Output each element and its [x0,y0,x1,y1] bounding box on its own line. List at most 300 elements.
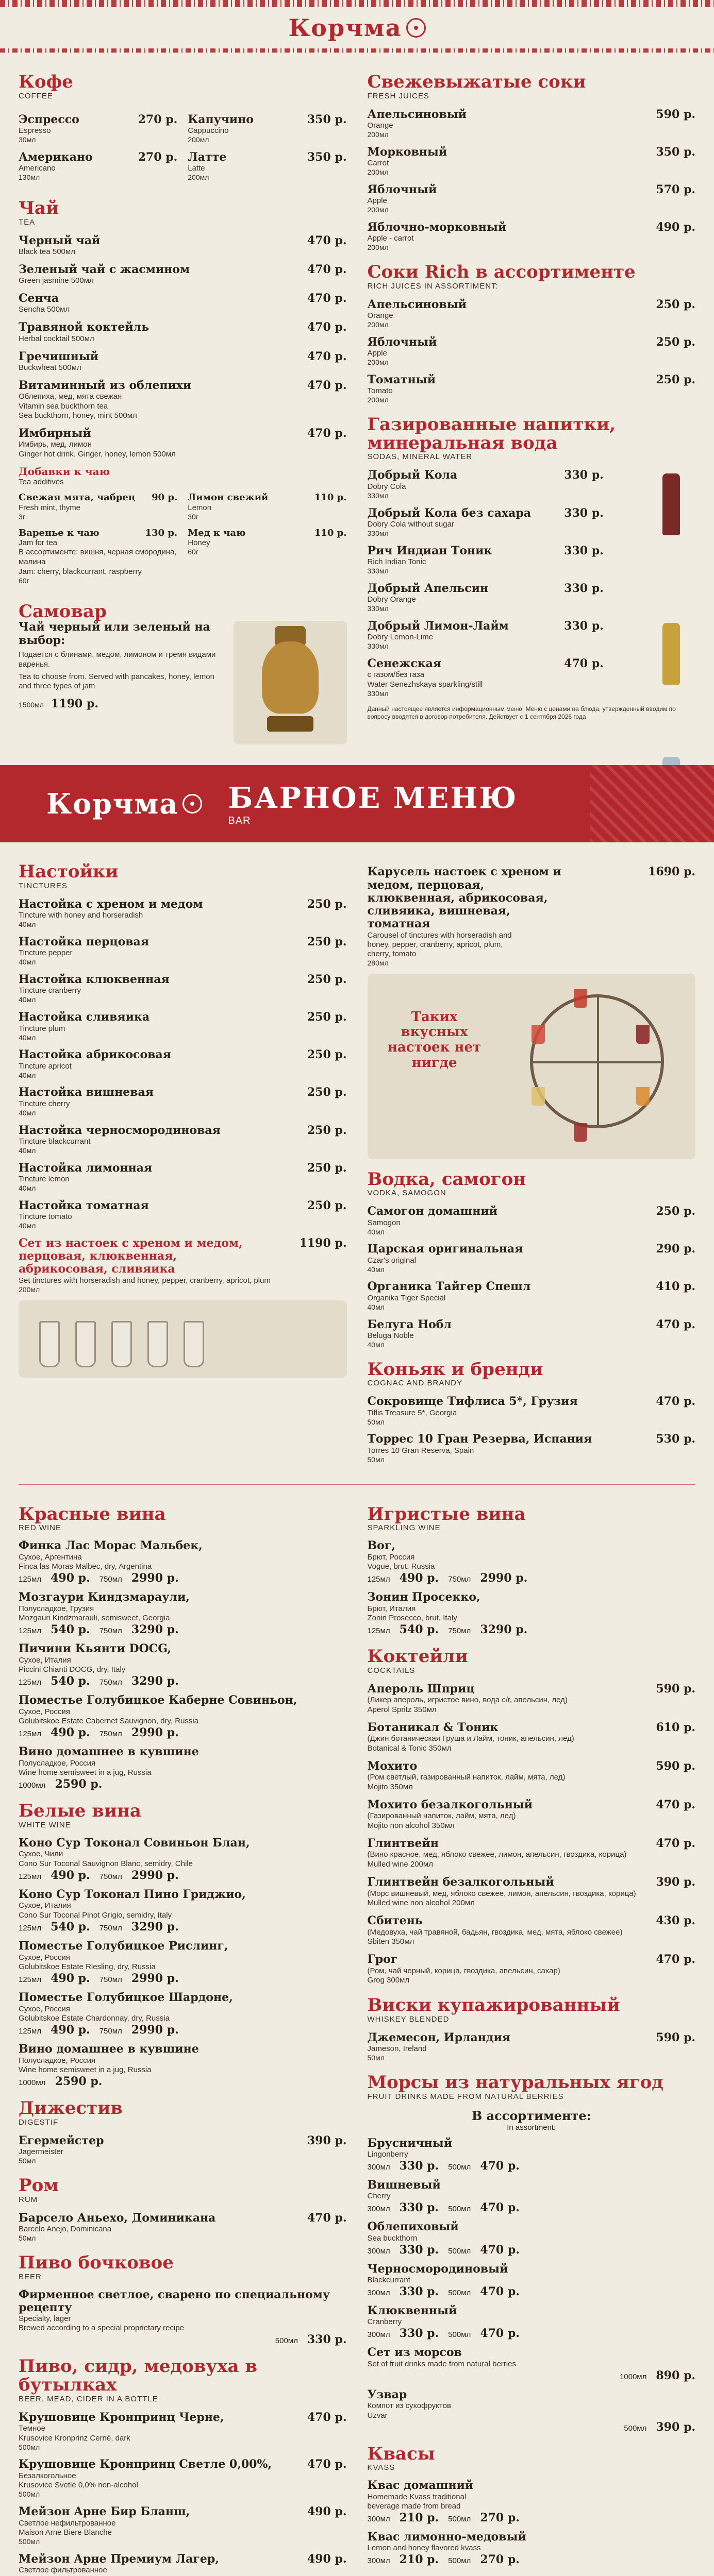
carousel-name: Карусель настоек с хреном и медом, перцовая, клюквенная, абрикосовая, сливяика, вишневая, томатная [367,865,561,931]
item-name: Глинтвейн [367,1837,439,1851]
item-price: 590 р. [656,1759,695,1773]
item-prices [19,1972,347,1985]
bottle-price: 2590 р. [55,1777,103,1791]
item-name: Яблочный [367,335,437,349]
menu-item [19,234,347,257]
wine-column [19,1494,347,2576]
item-name: Апельсиновый [367,297,467,311]
item-en: Herbal cocktail 500мл [19,334,94,343]
menu-item [19,492,177,521]
rich-list [368,298,696,404]
item-en: Dobry Lemon-Lime [367,633,434,642]
coffee-title: Кофе [19,72,73,92]
item-en: Mulled wine 200мл [367,1860,433,1869]
item-row [19,1124,347,1137]
whiskey-title: Виски купажированный [367,1995,620,2016]
set-en: Set tinctures with horseradish and honey, pepper, cranberry, apricot, plum [19,1276,271,1285]
bar-columns-2 [0,1485,714,2576]
volume-large: 500мл [448,2330,471,2340]
bottled-title: Пиво, сидр, медовуха в бутылках [19,2356,257,2395]
cocktails-title: Коктейли [367,1646,468,1667]
item-name: Настойка лимонная [19,1161,153,1175]
price-large: 470 р. [480,2285,520,2299]
item-name: Свежая мята, чабрец [19,492,136,503]
item-row [368,373,696,386]
item-en: Cono Sur Toconal Sauvignon Blanc, semidry, Chile [19,1859,193,1869]
item-en: Buckwheat 500мл [19,363,81,372]
item-prices [368,2201,696,2214]
item-name: Грог [367,1953,398,1967]
item-prices [368,2511,696,2524]
bottle-volume-label: 750мл [99,1730,122,1739]
item-row [19,2505,347,2518]
item-en: Water Senezhskaya sparkling/still [367,680,483,689]
menu-item [19,2411,347,2452]
item-prices [368,1623,696,1636]
glass-price: 540 р. [51,1920,90,1934]
glass-shape [39,1321,60,1367]
price-small: 330 р. [399,2327,439,2341]
item-price: 490 р. [656,220,695,234]
menu-item [368,1798,696,1831]
menu-item [188,528,346,556]
item-price: 470 р. [656,1837,695,1851]
item-volume: 40мл [19,1146,36,1155]
digestif-list [19,2134,347,2165]
menu-item [19,2211,347,2243]
item-name: Мохито безалкогольный [367,1798,533,1812]
tinctures-title: Настойки [19,861,119,883]
juices-list [368,108,696,252]
mors-set [368,2346,696,2382]
glass-price: 490 р. [399,1571,439,1585]
menu-item [368,1280,696,1311]
item-en: Sea buckthorn [367,2233,418,2243]
bottle-volume-label: 750мл [448,1575,471,1584]
item-volume: 40мл [367,1265,385,1274]
item-name: Барсело Аньехо, Доминикана [19,2211,216,2225]
item-price: 890 р. [656,2368,695,2382]
menu-item [368,2179,696,2214]
tea-title: Чай [19,197,59,218]
item-price: 330 р. [564,619,604,633]
item-volume: 40мл [19,958,36,967]
item-row [368,2031,696,2044]
item-name: Пичини Кьянти DOCG, [19,1642,171,1656]
item-volume: 200мл [367,396,389,404]
item-price: 250 р. [656,335,695,349]
item-volume: 130мл [19,173,40,182]
menu-item [19,528,177,585]
item-name: Вино домашнее в кувшине [19,2042,199,2056]
item-price: 110 р. [314,492,347,503]
item-price: 470 р. [307,262,347,276]
header [0,7,714,48]
item-en: Tincture blackcurrant [19,1137,91,1146]
item-volume: 50мл [367,1455,385,1464]
item-row [19,973,347,986]
samovar-block [19,621,347,744]
glass-volume-label: 125мл [19,1924,42,1933]
item-name: Настойка вишневая [19,1086,154,1099]
white-wine-subtitle: WHITE WINE [19,1821,71,1830]
volume-large: 500мл [448,2556,471,2565]
item-row [368,221,696,234]
item-row [19,1010,347,1024]
item-name: Коно Сур Токонал Совиньон Блан, [19,1836,250,1850]
item-name: Рич Индиан Тоник [367,544,492,557]
item-desc: (Джин ботаническая Груша и Лайм, тоник, апельсин, лед) [367,1734,574,1743]
item-name: Капучино [188,112,254,126]
carousel-image [368,974,696,1159]
logo-emblem-icon [406,18,426,38]
glass-price: 490 р. [51,2023,90,2037]
mors-title: Морсы из натуральных ягод [367,2072,663,2093]
item-en2: beverage made from bread [367,2501,461,2511]
samovar-title: Самовар [19,601,107,622]
samovar-volume: 1500мл [19,701,44,709]
item-en: Jam for tea [19,538,58,548]
item-prices [368,2285,696,2298]
cognac-list [368,1395,696,1464]
item-price: 390 р. [307,2134,347,2148]
menu-item [368,1721,696,1753]
menu-item [368,298,696,329]
item-name: Егермейстер [19,2134,104,2148]
sparkling-subtitle: SPARKLING WINE [367,1523,441,1533]
item-volume: 3г [19,512,25,521]
kvass-title: Квасы [367,2443,435,2464]
item-en: Krusovice Kronprinz Cerné, dark [19,2433,130,2443]
item-name: Черный чай [19,233,101,247]
item-row [19,427,347,440]
bottle-price: 2990 р. [131,2023,179,2037]
item-name: Зонин Просекко, [367,1590,480,1604]
item-name: Настойка с хреном и медом [19,897,203,911]
item-desc: с газом/без газа [367,670,425,680]
item-volume: 500мл [19,2490,40,2499]
item-name: Брусничный [367,2136,453,2150]
item-row [368,619,604,633]
item-desc: Сухое, Италия [19,1901,71,1910]
menu-item [19,1161,347,1193]
item-desc: Облепиха, мед, мята свежая [19,392,122,401]
item-volume: 200мл [367,243,389,252]
mors-subtitle: FRUIT DRINKS MADE FROM NATURAL BERRIES [367,2092,564,2101]
item-en2: Sea buckthorn, honey, mint 500мл [19,411,137,420]
header-ornament [0,48,714,53]
item-name: Царская оригинальная [367,1242,523,1256]
carousel-volume: 280мл [367,958,389,967]
item-desc: Имбирь, мед, лимон [19,440,92,449]
item-prices [19,1869,347,1882]
item-name: Американо [19,150,93,164]
sodas-list [368,468,604,698]
item-name: Крушовице Кронпринц Светле 0,00%, [19,2458,272,2471]
glass-price: 490 р. [51,1571,90,1585]
item-price: 250 р. [307,935,347,949]
item-en: Tincture with honey and horseradish [19,911,143,920]
glass-shape [75,1321,96,1367]
item-prices [19,2075,347,2088]
item-name: Гречишный [19,349,99,363]
tinctures-list [19,897,347,1230]
beer-volume: 500мл [275,2336,298,2346]
menu-item [19,427,347,459]
item-volume: 60г [188,548,198,556]
item-volume: 30г [188,512,198,521]
drinks-columns [0,53,714,744]
item-name: Эспрессо [19,112,79,126]
item-volume: 200мл [367,206,389,214]
bottle-price: 2990 р. [131,1972,179,1986]
price-large: 270 р. [480,2552,520,2566]
carousel-wheel [530,994,664,1128]
item-desc: (Морс вишневый, мед, яблоко свежее, лимон, апельсин, гвоздика, корица) [367,1889,636,1898]
item-en: Tiflis Treasure 5*, Georgia [367,1408,457,1417]
item-name: Финка Лас Морас Мальбек, [19,1539,203,1553]
samovar-subtitle: Чай черный или зеленый на выбор: [19,620,210,647]
wine-item [19,2043,347,2088]
item-volume: 200мл [367,130,389,139]
item-name: Томатный [367,372,436,386]
menu-item [19,973,347,1004]
item-volume: 40мл [19,1108,36,1117]
item-price: 430 р. [656,1914,695,1928]
shot-glass [574,1123,587,1142]
item-desc: Светлое фильтрованное [19,2566,107,2575]
menu-item [19,292,347,314]
bottle-volume-label: 750мл [99,1678,122,1687]
menu-item [19,113,177,144]
menu-item [19,379,347,420]
item-name: Апероль Шприц [367,1682,475,1696]
item-en: Tincture plum [19,1024,65,1033]
menu-item [368,1914,696,1946]
item-volume: 60г [19,576,29,585]
item-name: Витаминный из облепихи [19,379,192,393]
item-name: Поместье Голубицкое Каберне Совиньон, [19,1693,297,1707]
samovar-image [234,621,347,744]
item-row [368,1682,696,1696]
item-desc: (Медовуха, чай травяной, бадьян, гвоздика, мед, мята, яблоко свежее) [367,1927,623,1937]
item-price: 250 р. [656,297,695,311]
item-prices [368,1571,696,1585]
item-row [19,2411,347,2424]
item-price: 470 р. [307,292,347,306]
item-price: 250 р. [307,1010,347,1024]
item-volume: 30мл [19,135,36,144]
item-prices [368,2553,696,2566]
menu-item [368,1759,696,1792]
item-en: Dobry Cola without sugar [367,519,454,529]
item-price: 290 р. [656,1242,695,1256]
item-row [19,292,347,305]
item-name: Настойка томатная [19,1198,149,1212]
menu-item [19,2552,347,2576]
item-name: Квас домашний [367,2479,474,2493]
samovar-en: Tea to choose from. Served with pancakes, honey, lemon and three types of jam [19,672,214,691]
item-en: Krusovice Svetlé 0,0% non-alcohol [19,2481,138,2490]
item-en: Tincture apricot [19,1061,72,1071]
menu-item [368,1242,696,1274]
glass-price: 490 р. [51,1869,90,1883]
glass-volume-label: 125мл [19,1730,42,1739]
item-volume: 330мл [367,529,389,537]
menu-item [368,145,696,177]
item-desc: Сухое, Аргентина [19,1552,82,1562]
item-row [19,1161,347,1175]
vodka-list [368,1205,696,1349]
item-row [19,263,347,276]
additives-grid [19,487,347,591]
menu-item [368,183,696,214]
item-price: 390 р. [656,1875,695,1889]
item-name: Сенежская [367,656,442,670]
item-desc: (Ром светлый, газированный напиток, лайм, мята, лед) [367,1773,566,1782]
bottled-list [19,2411,347,2576]
item-en: Sencha 500мл [19,305,70,314]
item-row [19,379,347,392]
glass-price: 490 р. [51,1972,90,1986]
price-small: 330 р. [399,2159,439,2173]
item-volume: 200мл [188,135,209,144]
wine-item [368,1539,696,1585]
set-volume: 200мл [19,1285,40,1294]
item-desc: Безалкогольное [19,2471,76,2480]
item-en2: Brewed according to a special proprietary recipe [19,2324,184,2333]
menu-item [368,1318,696,1349]
menu-item [19,1124,347,1155]
item-price: 250 р. [307,897,347,911]
menu-item [188,150,346,182]
wine-item [19,1642,347,1688]
wine-item [19,1888,347,1934]
item-en: Orange [367,311,393,320]
item-volume: 50мл [367,2054,385,2062]
item-price: 470 р. [307,2211,347,2225]
glass-volume-label: 125мл [19,1678,42,1687]
item-price: 490 р. [307,2505,347,2519]
wine-item [19,1991,347,2037]
item-name: Имбирный [19,427,91,440]
item-name: Травяной коктейль [19,320,150,334]
item-row [368,1395,696,1408]
item-row [19,350,347,363]
item-volume: 40мл [19,1071,36,1079]
item-desc: Брют, Италия [367,1604,416,1613]
item-name: Сбитень [367,1914,423,1928]
item-en: Uzvar [367,2411,388,2420]
item-price: 410 р. [656,1280,695,1294]
item-row [368,1798,696,1811]
samovar-price: 1190 р. [51,697,98,711]
price-small: 330 р. [399,2201,439,2215]
item-en: Honey [188,538,210,548]
item-en: Rich Indian Tonic [367,557,426,566]
item-price: 610 р. [656,1721,695,1735]
item-row [368,335,696,349]
item-price: 270 р. [138,112,178,126]
item-row [19,2458,347,2471]
volume-large: 500мл [448,2205,471,2214]
item-en: Mojito non alcohol 350мл [367,1821,455,1831]
sodas-subtitle: SODAS, MINERAL WATER [367,452,473,462]
tincture-glasses-image [19,1300,347,1378]
item-row [368,1318,696,1331]
right-column [368,62,696,744]
item-en: Jagermeister [19,2147,63,2157]
bottle-volume-label: 750мл [99,1924,122,1933]
menu-item [368,1682,696,1715]
item-price: 470 р. [656,1798,695,1812]
item-price: 570 р. [656,182,695,196]
item-en: Lemon and honey flavored kvass [367,2543,481,2552]
glass-volume-label: 125мл [19,1975,42,1985]
cocktails-subtitle: COCKTAILS [367,1666,416,1675]
item-en: Cappuccino [188,126,229,135]
set-name: Сет из настоек с хреном и медом, перцовая, клюквенная, абрикосовая, сливяика [19,1236,243,1276]
item-desc: Полусладкое, Россия [19,1758,96,1768]
kvass-subtitle: KVASS [367,2463,395,2472]
item-price: 390 р. [656,2420,695,2434]
item-en: Beluga Noble [367,1331,414,1340]
item-en: Apple [367,349,387,358]
item-price: 470 р. [656,1317,695,1331]
item-price: 470 р. [307,2410,347,2424]
volume-large: 500мл [448,2163,471,2172]
kvass-list [368,2479,696,2566]
item-prices [19,1674,347,1688]
cocktail-list [368,1682,696,1985]
item-prices [368,2159,696,2173]
item-name: Яблочно-морковный [367,220,507,234]
bar-logo [46,787,202,820]
item-volume: 330мл [367,566,389,575]
bottle-volume-label: 1000мл [19,1781,46,1790]
item-name: Настойка абрикосовая [19,1048,171,1062]
item-volume: 40мл [19,995,36,1004]
item-name: Квас лимонно-медовый [367,2530,526,2544]
menu-item [19,2505,347,2546]
item-row [368,108,696,121]
item-desc: В ассортименте: вишня, черная смородина, малина [19,548,177,567]
item-prices [368,2243,696,2257]
item-name: Джемесон, Ирландия [367,2031,511,2045]
item-volume: 330мл [367,491,389,500]
section-divider [19,1484,695,1485]
bottle-volume-label: 750мл [99,1626,122,1636]
item-price: 470 р. [656,1953,695,1967]
item-name: Поместье Голубицкое Шардоне, [19,1991,233,2005]
red-wine-list [19,1539,347,1791]
volume-small: 300мл [367,2246,390,2256]
item-row [19,935,347,948]
cocktail-column [368,1494,696,2576]
item-name: Настойка сливяика [19,1010,150,1024]
item-name: Яблочный [367,182,437,196]
item-desc: Светлое нефильтрованное [19,2518,116,2528]
item-desc: Компот из сухофруктов [367,2401,451,2410]
item-price: 470 р. [307,2458,347,2471]
item-en: Finca las Moras Malbec, dry, Argentina [19,1562,152,1571]
wine-item [368,1591,696,1636]
menu-item [368,2221,696,2256]
item-price: 470 р. [307,427,347,440]
item-name: Вишневый [367,2178,441,2192]
menu-item [368,657,604,698]
bottle-price: 3290 р. [480,1623,528,1637]
